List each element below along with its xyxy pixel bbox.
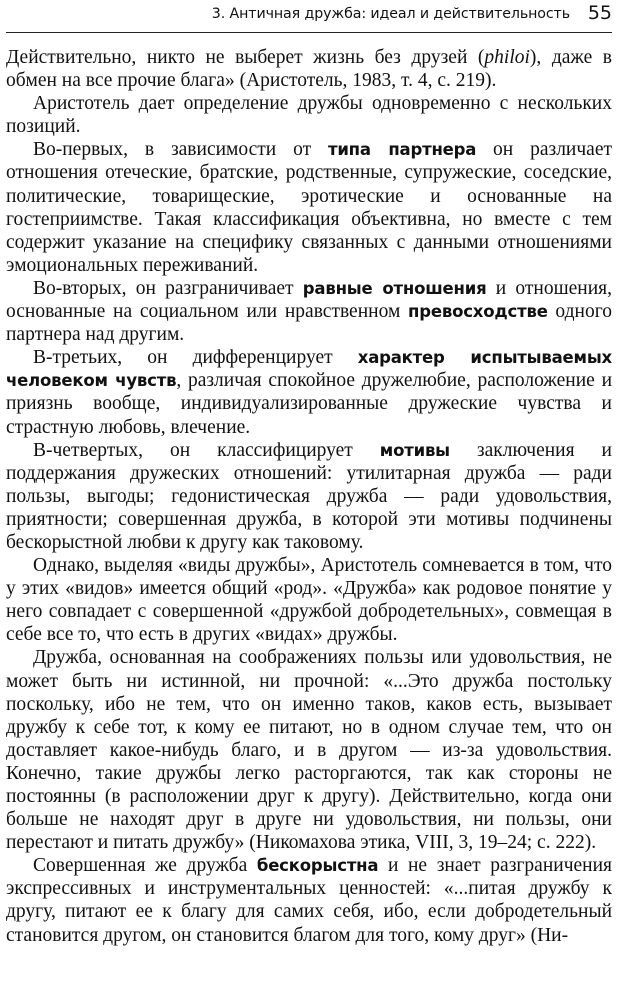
- text-run: Аристотель дает определение дружбы одновременно с нескольких позиций.: [6, 93, 612, 138]
- paragraph: [6, 554, 612, 646]
- paragraph: [6, 646, 612, 854]
- paragraph: [6, 138, 612, 277]
- paragraph: [6, 439, 612, 554]
- paragraph: [6, 277, 612, 346]
- text-run: и отношения, основанные на социальном или нравственном: [6, 277, 612, 323]
- text-run: Действительно, никто не выберет жизнь без друзей (: [6, 47, 485, 68]
- bold-term: типа партнера: [327, 140, 477, 160]
- bold-term: превосходстве: [408, 302, 548, 322]
- text-run: Однако, выделяя «виды дружбы», Аристотель сомневается в том, что у этих «видов» имеется общий «род». «Дружба» как родовое понятие у него совпадает с совершенной «дружбой добродетельных», совмещая в себе все то, что есть в других «видах» дружбы.: [6, 555, 612, 646]
- paragraph: [6, 92, 612, 138]
- bold-term: бескорыстна: [256, 856, 379, 876]
- paragraph: [6, 346, 612, 438]
- paragraph: [6, 854, 612, 946]
- page-number: 55: [587, 2, 612, 24]
- text-run: В-третьих, он дифференцирует: [33, 347, 358, 369]
- text-run: , различая спокойное дружелюбие, расположение и приязнь вообще, индивидуализированные дружеские чувства и страстную любовь, влечение.: [6, 370, 613, 438]
- text-run: Совершенная же дружба: [33, 855, 257, 877]
- bold-term: характер испытываемых человеком чувств: [6, 348, 612, 391]
- running-header: [6, 0, 612, 33]
- text-run: В-четвертых, он классифицирует: [33, 439, 380, 461]
- italic-term: philoi: [484, 47, 530, 68]
- text-run: ), даже в обмен на все прочие блага» (Аристотель, 1983, т. 4, с. 219).: [6, 47, 612, 92]
- bold-term: равные отношения: [302, 278, 487, 298]
- text-run: заключения и поддержания дружеских отношений: утилитарная дружба — ради пользы, выгоды; гедонистическая дружба — ради удовольствия, приятности; совершенная дружба, в которой эти мотивы подчинены бескорыстной любви к другу как таковому.: [6, 439, 612, 553]
- text-run: он различает отношения отеческие, братские, родственные, супружеские, соседские, политические, товарищеские, эротические и основанные на гостеприимстве. Такая классификация объективна, но вместе с тем содержит указание на специфику связанных с данными отношениями эмоциональных переживаний.: [6, 139, 612, 276]
- text-run: одного партнера над другим.: [6, 301, 612, 346]
- body-text: [6, 46, 612, 947]
- bold-term: мотивы: [379, 440, 450, 460]
- chapter-title: 3. Античная дружба: идеал и действительность: [211, 6, 570, 22]
- paragraph: [6, 46, 612, 92]
- text-run: и не знает разграничения экспрессивных и инструментальных ценностей: «...питая дружбу к другу, питают ее к благу для самих себя, ибо, если добродетельный становится другом, он становится благом для того, кому друг» (Ни-: [6, 855, 612, 946]
- text-run: Дружба, основанная на соображениях пользы или удовольствия, не может быть ни истинной, ни прочной: «...Это дружба постольку поскольку, ибо не тем, что он именно таков, каков есть, вызывает дружбу к себе тот, к кому ее питают, но в одном случае тем, что он доставляет какое-нибудь благо, и в другом — из-за удовольствия. Конечно, такие дружбы легко расторгаются, так как стороны не постоянны (в расположении друг к другу). Действительно, когда они больше не находят друг в друге ни удовольствия, ни пользы, они перестают и питать дружбу» (Никомахова этика, VIII, 3, 19–24; с. 222).: [6, 647, 612, 854]
- text-run: Во-первых, в зависимости от: [33, 139, 328, 161]
- text-run: Во-вторых, он разграничивает: [33, 277, 303, 299]
